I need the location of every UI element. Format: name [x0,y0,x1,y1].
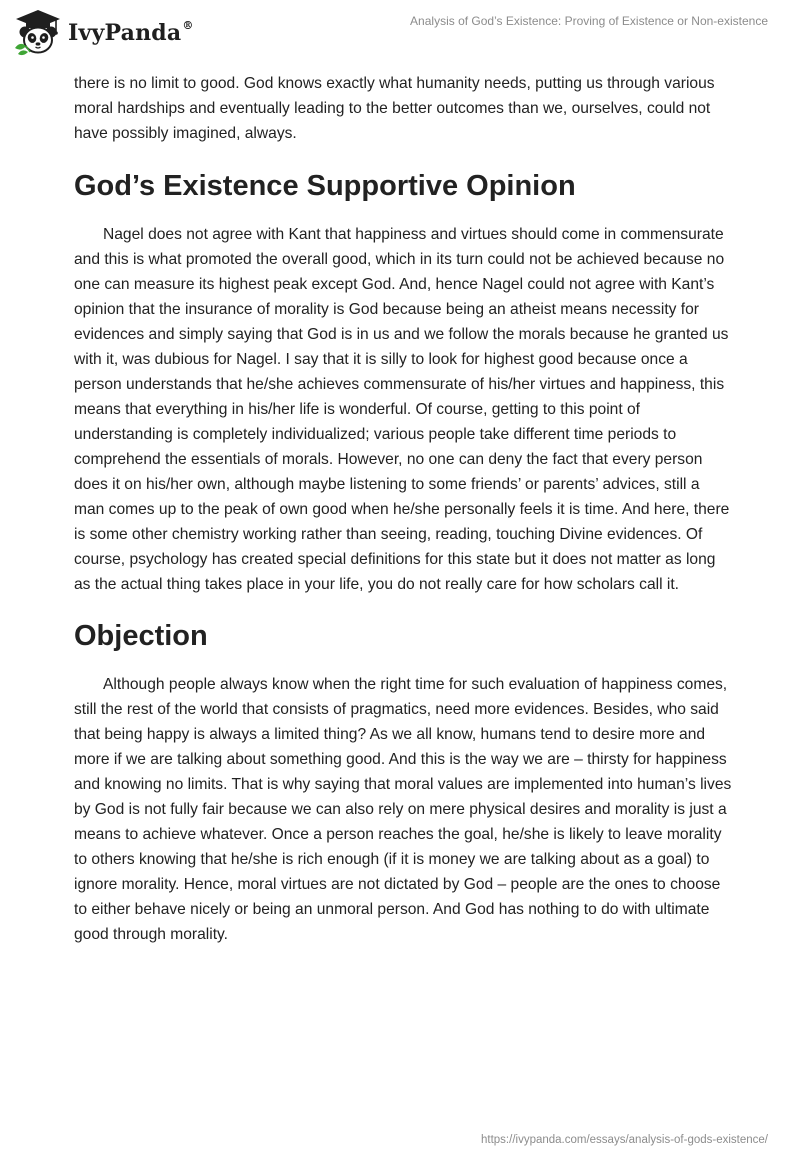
supportive-opinion-paragraph: Nagel does not agree with Kant that happiness and virtues should come in commensurate and this is what promoted the overall good, which in its turn could not be achieved because no one can measure its highest peak except God. And, hence Nagel could not agree with Kant’s opinion that the insurance of morality is God because being an atheist means necessity for evidences and simply saying that God is in us and we follow the morals because he granted us with it, was dubious for Nagel. I say that it is silly to look for highest good because once a person understands that he/she achieves commensurate of his/her virtues and happiness, this means that everything in his/her life is wonderful. Of course, getting to this point of understanding is completely individualized; various people take different time periods to comprehend the essentials of morals. However, no one can deny the fact that every person does it on his/her own, although maybe listening to some friends’ or parents’ advices, still a man comes up to the peak of own good when he/she personally feels it is time. And here, there is some other chemistry working rather than seeing, reading, touching Divine evidences. Of course, psychology has created special definitions for this state but it does not matter as long as the actual thing takes place in your life, you do not really care for how scholars call it. [74,226,730,593]
ivypanda-logo[interactable] [12,8,194,56]
logo-text [68,20,194,46]
objection-paragraph: Although people always know when the right time for such evaluation of happiness comes, still the rest of the world that consists of pragmatics, need more evidences. Besides, who said that being happy is always a limited thing? As we all know, humans tend to desire more and more if we are talking about something good. And this is the way we are – thirsty for happiness and knowing no limits. That is why saying that moral values are implemented into human’s lives by God is not fully fair because we can also rely on mere physical desires and morality is just a means to achieve whatever. Once a person reaches the goal, he/she is likely to leave morality to others knowing that he/she is rich enough (if it is money we are talking about as a goal) to ignore morality. Hence, moral virtues are not dictated by God – people are the ones to choose to either behave nicely or being an unmoral person. And God has nothing to do with ultimate good through morality. [74,676,732,943]
section-heading-supportive-opinion: God’s Existence Supportive Opinion [74,170,576,202]
source-url[interactable]: https://ivypanda.com/essays/analysis-of-gods-existence/ [481,1134,768,1146]
document-title: Analysis of God’s Existence: Proving of Existence or Non-existence [410,14,768,28]
logo-registered-mark: ® [182,18,194,32]
page-header [0,0,800,64]
logo-wordmark: IvyPanda [68,20,182,46]
essay-content [74,71,734,947]
panda-graduate-icon [12,8,64,56]
section-heading-objection: Objection [74,620,208,652]
intro-paragraph: there is no limit to good. God knows exactly what humanity needs, putting us through various moral hardships and eventually leading to the better outcomes than we, ourselves, could not have possibly imagined, always. [74,75,715,142]
